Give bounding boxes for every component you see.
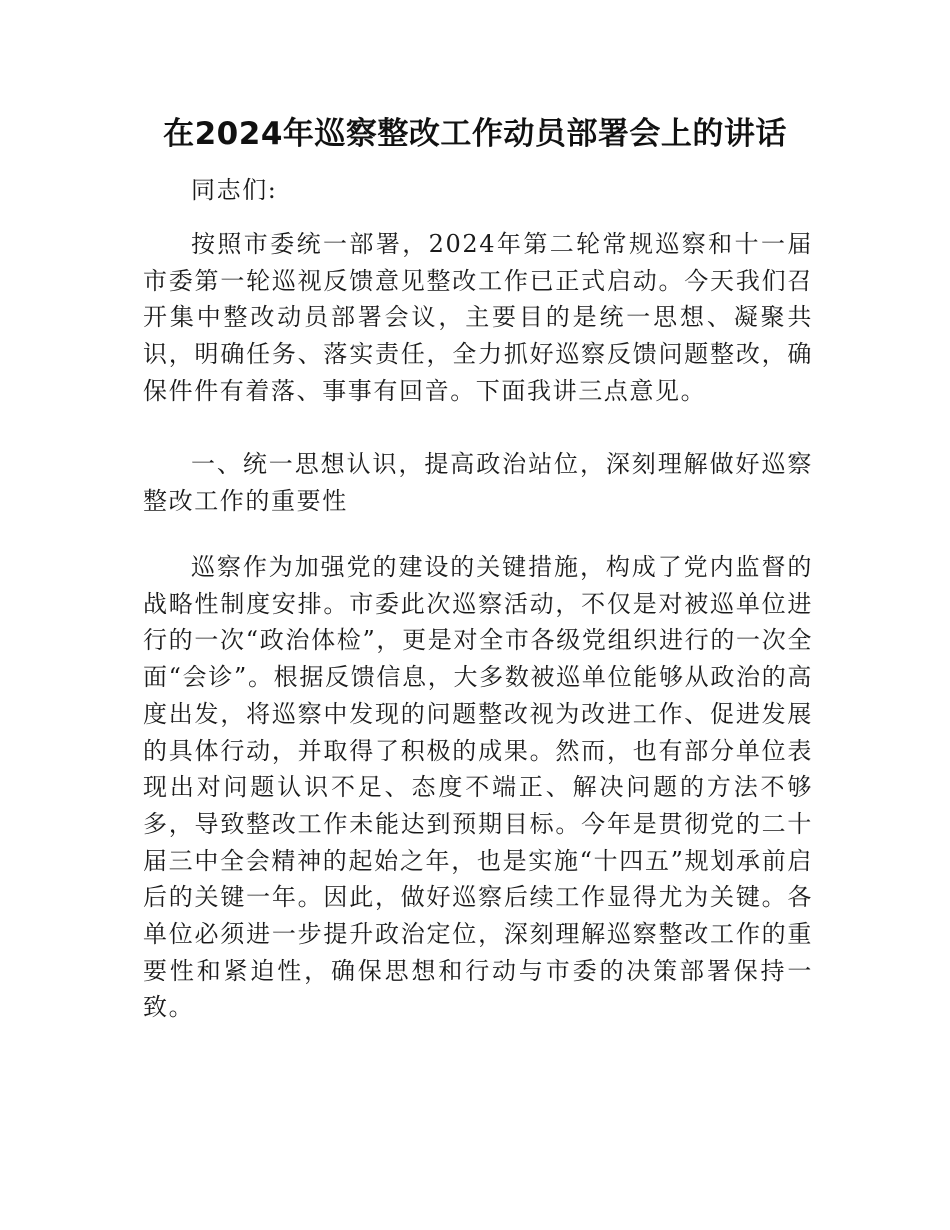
paragraph-intro: 按照市委统一部署，2024年第二轮常规巡察和十一届市委第一轮巡视反馈意见整改工作已正式启动。今天我们召开集中整改动员部署会议，主要目的是统一思想、凝聚共识，明确任务、落实责任，全力抓好巡察反馈问题整改，确保件件有着落、事事有回音。下面我讲三点意见。 bbox=[143, 230, 813, 405]
document-title: 在2024年巡察整改工作动员部署会上的讲话 bbox=[163, 116, 787, 152]
salutation: 同志们: bbox=[191, 176, 278, 204]
section-heading-1: 一、统一思想认识，提高政治站位，深刻理解做好巡察整改工作的重要性 bbox=[143, 450, 813, 515]
paragraph-section-1: 巡察作为加强党的建设的关键措施，构成了党内监督的战略性制度安排。市委此次巡察活动，不仅是对被巡单位进行的一次“政治体检”，更是对全市各级党组织进行的一次全面“会诊”。根据反馈信息，大多数被巡单位能够从政治的高度出发，将巡察中发现的问题整改视为改进工作、促进发展的具体行动，并取得了积极的成果。然而，也有部分单位表现出对问题认识不足、态度不端正、解决问题的方法不够多，导致整改工作未能达到预期目标。今年是贯彻党的二十届三中全会精神的起始之年，也是实施“十四五”规划承前启后的关键一年。因此，做好巡察后续工作显得尤为关键。各单位必须进一步提升政治定位，深刻理解巡察整改工作的重要性和紧迫性，确保思想和行动与市委的决策部署保持一致。 bbox=[143, 553, 813, 1022]
